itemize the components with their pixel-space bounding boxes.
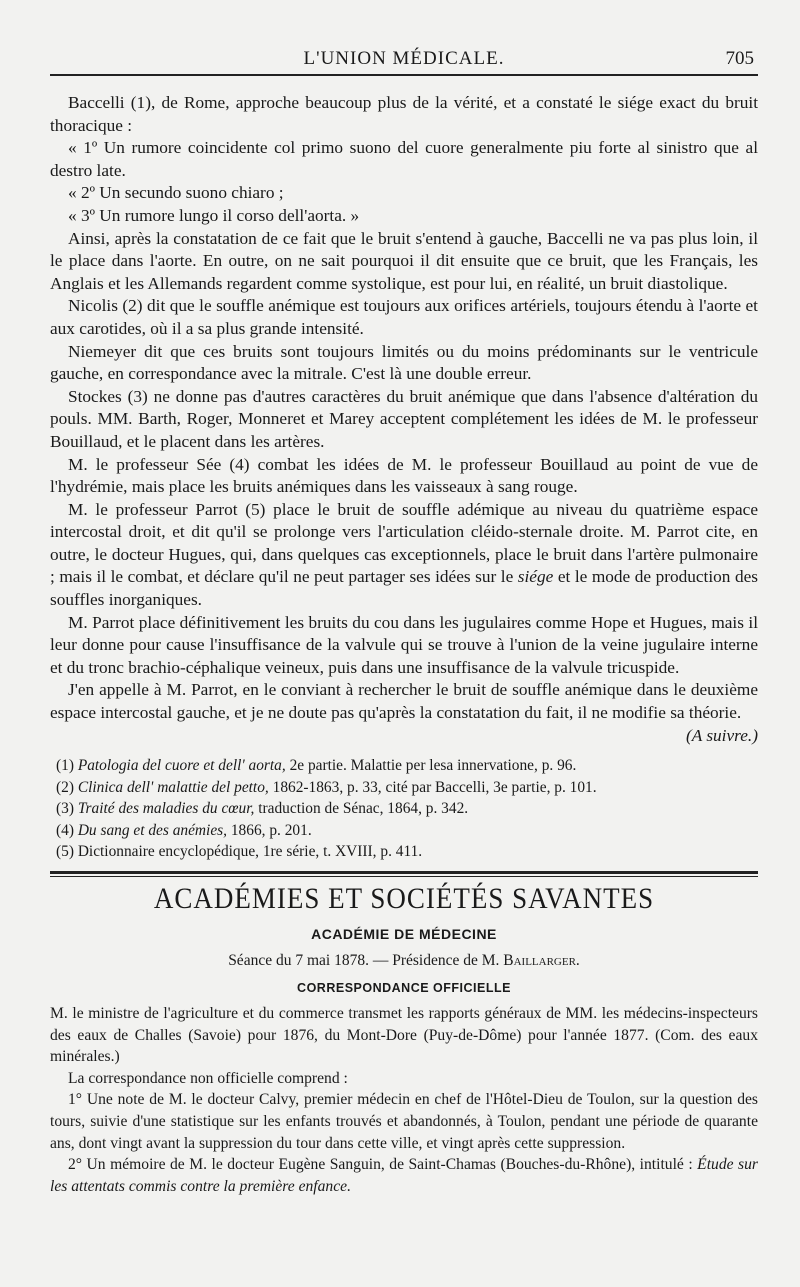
text-run: M. le professeur Parrot (5) place le bruit de souffle adémique au niveau du quatrième espace intercostal droit, et dit qu'il se prolonge vers l'articulation cléido-sternale droite. M. Parrot cite, en outre, le docteur Hugues, qui, dans quelques cas exceptionnels, place le bruit dans l'artère pulmonaire ; mais il le combat, et déclare qu'il ne peut partager ses idées sur le <box>50 499 758 587</box>
text-run: J'en appelle à M. Parrot, en le conviant à rechercher le bruit de souffle anémique dans le deuxième espace intercostal gauche, et je ne doute pas qu'après la constatation du fait, il ne modifie sa théorie. <box>50 680 758 723</box>
paragraph: Nicolis (2) dit que le souffle anémique est toujours aux orifices artériels, toujours étendu à l'aorte et aux carotides, où il a sa plus grande intensité. <box>50 296 758 338</box>
footnote-text: 2e partie. Malattie per lesa innervatione, p. 96. <box>289 757 577 775</box>
paragraph: M. le ministre de l'agriculture et du commerce transmet les rapports généraux de MM. les médecins-inspecteurs des eaux de Challes (Savoie) pour 1876, du Mont-Dore (Puy-de-Dôme) pour l'année 1877. (Com. des eaux minérales.) <box>50 1005 758 1066</box>
footnotes <box>50 755 758 863</box>
paragraph-parrot <box>50 499 758 612</box>
footnote <box>56 798 758 820</box>
footnote <box>56 841 758 863</box>
quote-line: « 1º Un rumore coincidente col primo suono del cuore generalmente piu forte al sinistro que al destro late. <box>50 138 758 180</box>
footnote-title: Patologia del cuore et dell' aorta, <box>77 757 286 775</box>
correspondence-body <box>50 1003 758 1197</box>
president-name: Baillarger. <box>503 951 580 969</box>
emphasis: siége <box>517 567 554 587</box>
session-text: Séance du 7 mai 1878. — Présidence de M. <box>228 951 500 969</box>
paragraph: 1° Une note de M. le docteur Calvy, premier médecin en chef de l'Hôtel-Dieu de Toulon, sur la question des tours, suivie d'une statistique sur les enfants trouvés et abandonnés, à Toulon, pendant une période de quarante ans, dont vingt avant la suppression du tour dans cette ville, et vingt après cette suppression. <box>50 1091 758 1152</box>
emphasis: Étude sur les attentats commis contre la première enfance. <box>50 1156 758 1195</box>
section-title: ACADÉMIES ET SOCIÉTÉS SAVANTES <box>153 881 655 915</box>
text-run: 2° Un mémoire de M. le docteur Eugène Sanguin, de Saint-Chamas (Bouches-du-Rhône), intitulé : <box>68 1156 693 1174</box>
footnote <box>56 777 758 799</box>
footnote-number: (1) <box>56 757 74 775</box>
paragraph: M. le professeur Sée (4) combat les idées de M. le professeur Bouillaud au point de vue de l'hydrémie, mais place les bruits anémiques dans les vaisseaux à sang rouge. <box>50 454 758 497</box>
footnote-text: traduction de Sénac, 1864, p. 342. <box>258 800 469 818</box>
footnote-number: (4) <box>56 821 74 839</box>
footnote-title: Traité des maladies du cœur, <box>77 800 255 818</box>
section-divider <box>50 871 758 877</box>
text-run: et le mode de production des souffles inorganiques. <box>50 567 758 610</box>
quote-line: « 2º Un secundo suono chiaro ; <box>68 183 284 203</box>
paragraph: La correspondance non officielle comprend : <box>68 1069 348 1087</box>
footnote-text: 1862-1863, p. 33, cité par Baccelli, 3e partie, p. 101. <box>272 778 597 796</box>
to-follow: (A suivre.) <box>686 725 758 745</box>
footnote-number: (2) <box>56 778 74 796</box>
footnote <box>56 820 758 842</box>
page-number: 705 <box>725 48 754 69</box>
correspondence-heading: CORRESPONDANCE OFFICIELLE <box>297 980 511 995</box>
paragraph <box>50 1154 758 1197</box>
footnote-number: (3) <box>56 800 74 818</box>
journal-title: L'UNION MÉDICALE. <box>303 48 505 69</box>
footnote <box>56 755 758 777</box>
paragraph: M. Parrot place définitivement les bruits du cou dans les jugulaires comme Hope et Hugues, mais il leur donne pour cause l'insuffisance de la valvule qui se trouve à l'union de la veine jugulaire interne et du tronc brachio-céphalique veineux, puis dans une insuffisance de la valvule tricuspide. <box>50 612 758 677</box>
article-body <box>50 92 758 1197</box>
footnote-title: Du sang et des anémies, <box>77 821 227 839</box>
quote-line: « 3º Un rumore lungo il corso dell'aorta. » <box>68 205 360 225</box>
paragraph: Stockes (3) ne donne pas d'autres caractères du bruit anémique que dans l'absence d'altération du pouls. MM. Barth, Roger, Monneret et Marey acceptent complétement les idées de M. le professeur Bouillaud, et le placent dans les artères. <box>50 386 758 451</box>
footnote-text: Dictionnaire encyclopédique, 1re série, t. XVIII, p. 411. <box>77 843 423 861</box>
footnote-text: 1866, p. 201. <box>230 821 312 839</box>
paragraph: Baccelli (1), de Rome, approche beaucoup plus de la vérité, et a constaté le siége exact du bruit thoracique : <box>50 93 758 135</box>
footnote-number: (5) <box>56 843 74 861</box>
footnote-title: Clinica dell' malattie del petto, <box>77 778 269 796</box>
running-header <box>50 48 758 76</box>
paragraph: Ainsi, après la constatation de ce fait que le bruit s'entend à gauche, Baccelli ne va pas plus loin, il le place dans l'aorte. En outre, on ne sait pourquoi il dit ensuite que ce bruit, que les Français, les Anglais et les Allemands regardent comme systolique, est pour lui, en réalité, un bruit diastolique. <box>50 228 758 293</box>
academy-heading: ACADÉMIE DE MÉDECINE <box>311 926 497 943</box>
paragraph: Niemeyer dit que ces bruits sont toujours limités ou du moins prédominants sur le ventricule gauche, en correspondance avec la mitrale. C'est là une double erreur. <box>50 341 758 384</box>
session-line <box>50 950 758 973</box>
paragraph-closing <box>50 679 758 724</box>
